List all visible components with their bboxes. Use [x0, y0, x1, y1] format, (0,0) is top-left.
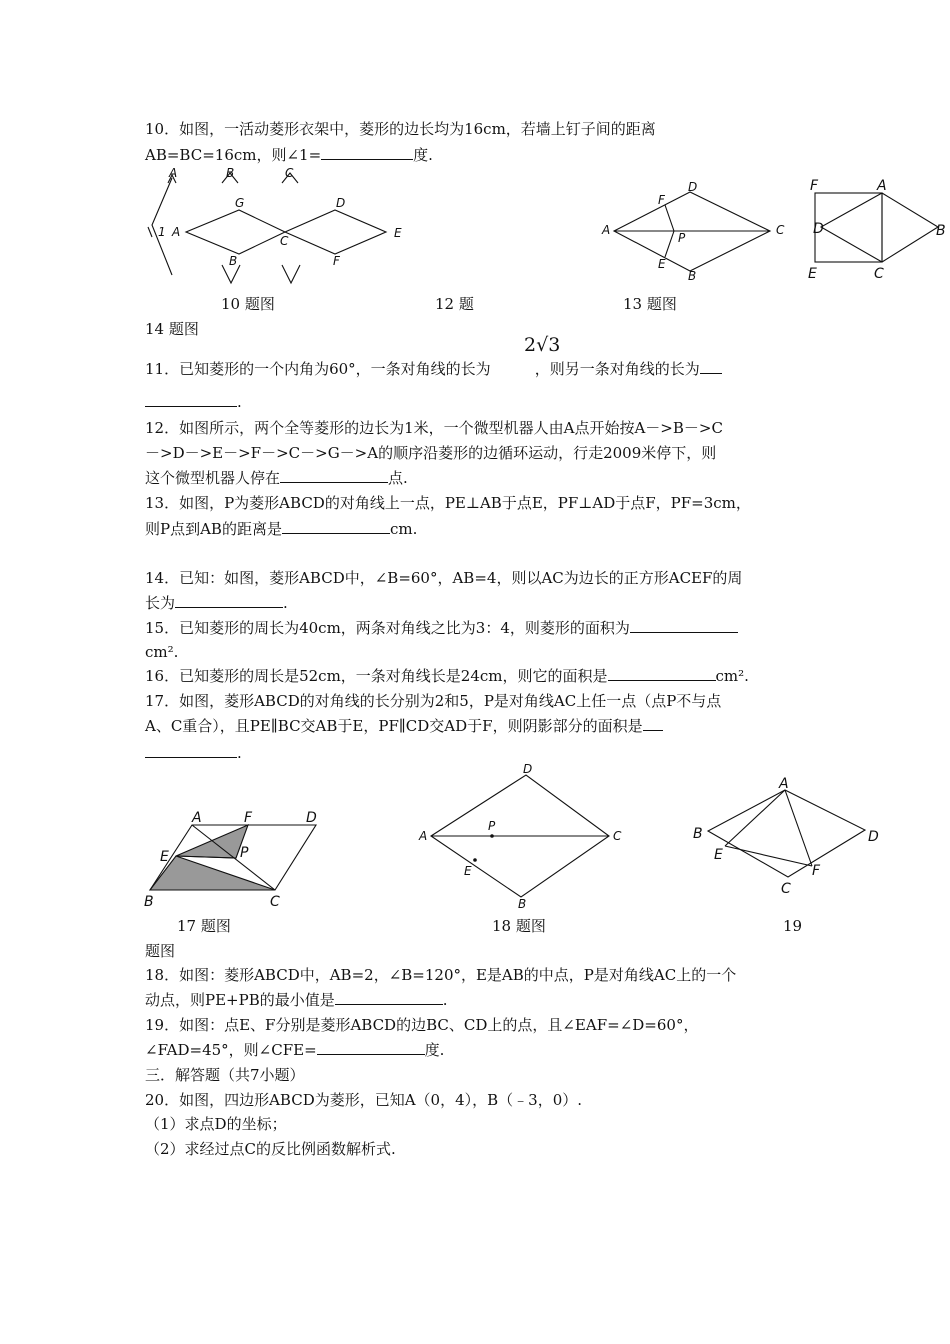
q12-text-b: 点.: [388, 469, 408, 487]
caption-fig13: 13 题图: [623, 295, 677, 313]
q12-line2: －>D－>E－>F－>C－>G－>A的顺序沿菱形的边循环运动，行走2009米停下，则: [145, 444, 717, 462]
fig13-label-d: D: [813, 221, 824, 237]
q16-text-b: cm².: [715, 667, 749, 685]
figure-10: [140, 165, 420, 295]
fig12-label-a: A: [602, 223, 611, 237]
q15-line2: cm².: [145, 643, 179, 661]
q10-line2: [145, 145, 433, 165]
caption-fig19-suffix: 题图: [145, 942, 176, 960]
q20-part2: （2）求经过点C的反比例函数解析式.: [145, 1140, 396, 1158]
fig19-label-d: D: [868, 829, 879, 845]
q14-text-a: 长为: [145, 594, 176, 612]
q14-line1: 14．已知：如图，菱形ABCD中，∠B=60°，AB=4，则以AC为边长的正方形ACEF的周: [145, 569, 743, 587]
fig10-label-a: A: [172, 225, 181, 239]
q19-text-a: ∠FAD=45°，则∠CFE=: [145, 1041, 317, 1059]
figure-19: [690, 775, 890, 895]
q19-line2: [145, 1040, 444, 1060]
fig19-label-e: E: [714, 847, 723, 863]
q11-line1: [145, 359, 722, 379]
fig10-label-c-top: C: [285, 166, 294, 180]
fig10-label-angle-1: 1: [158, 225, 166, 239]
q19-answer-blank[interactable]: [317, 1040, 425, 1055]
q18-line1: 18．如图：菱形ABCD中，AB=2，∠B=120°，E是AB的中点，P是对角线AC上的一个: [145, 966, 737, 984]
fig13-label-a: A: [877, 178, 887, 194]
q18-line2: [145, 990, 448, 1010]
fig17-label-a: A: [192, 810, 202, 826]
q17-text: A、C重合），且PE∥BC交AB于E，PF∥CD交AD于F，则阴影部分的面积是: [145, 717, 643, 735]
fig17-label-c: C: [270, 894, 280, 910]
q14-text-b: .: [283, 594, 288, 612]
fig13-label-c: C: [874, 266, 884, 282]
q17-line3: [145, 743, 242, 763]
figure-12: [598, 180, 798, 290]
fig18-label-e: E: [464, 864, 472, 878]
fig18-label-a: A: [419, 829, 428, 843]
q11-line2: [145, 392, 242, 412]
figure-17: [140, 808, 330, 908]
q17-end: .: [237, 744, 242, 762]
fig10-label-e: E: [394, 226, 402, 240]
fig13-label-e: E: [808, 266, 817, 282]
q14-answer-blank[interactable]: [175, 593, 283, 608]
fig12-label-e: E: [658, 257, 666, 271]
q18-text-b: .: [442, 991, 448, 1009]
section-3-heading: 三．解答题（共7小题）: [145, 1066, 305, 1084]
fig12-label-b: B: [688, 269, 697, 283]
fig10-label-c: C: [280, 234, 289, 248]
q17-answer-blank-b[interactable]: [145, 743, 237, 758]
q11-text-b: ，则另一条对角线的长为: [534, 360, 700, 378]
q16-line: [145, 666, 749, 686]
fig19-label-a: A: [779, 776, 789, 792]
fig18-label-p: P: [488, 819, 496, 833]
q15-answer-blank[interactable]: [630, 618, 738, 633]
q16-answer-blank[interactable]: [608, 666, 716, 681]
q10-text-b: 度.: [413, 146, 433, 164]
fig19-label-f: F: [812, 863, 821, 879]
q17-answer-blank-a[interactable]: [643, 716, 663, 731]
fig10-label-a-top: A: [169, 166, 178, 180]
q10-text-a: AB=BC=16cm，则∠1=: [145, 146, 322, 164]
q15-text: 15．已知菱形的周长为40cm，两条对角线之比为3：4，则菱形的面积为: [145, 619, 630, 637]
q14-line2: [145, 593, 288, 613]
fig10-label-d: D: [336, 196, 346, 210]
q11-sqrt-expression: 2√3: [524, 334, 561, 356]
fig10-label-g: G: [235, 196, 245, 210]
fig10-label-f: F: [333, 254, 340, 268]
fig18-label-b: B: [518, 897, 527, 911]
q13-line1: 13．如图，P为菱形ABCD的对角线上一点，PE⊥AB于点E，PF⊥AD于点F，PF=3cm，: [145, 494, 751, 512]
q10-line1: 10．如图，一活动菱形衣架中，菱形的边长均为16cm，若墙上钉子间的距离: [145, 120, 656, 138]
q20-line1: 20．如图，四边形ABCD为菱形，已知A（0，4），B（﹣3，0）.: [145, 1091, 583, 1109]
q16-text-a: 16．已知菱形的周长是52cm，一条对角线长是24cm，则它的面积是: [145, 667, 608, 685]
figure-13: [805, 178, 945, 283]
fig13-label-f: F: [810, 178, 819, 194]
q18-text-a: 动点，则PE+PB的最小值是: [145, 991, 335, 1009]
q11-answer-blank-b[interactable]: [145, 392, 237, 407]
fig18-label-c: C: [613, 829, 622, 843]
q12-line3: [145, 468, 408, 488]
fig12-label-d: D: [688, 180, 698, 194]
q18-answer-blank[interactable]: [335, 990, 443, 1005]
fig17-label-d: D: [306, 810, 317, 826]
fig17-label-f: F: [244, 810, 253, 826]
q19-line1: 19．如图：点E、F分别是菱形ABCD的边BC、CD上的点，且∠EAF=∠D=60°，: [145, 1016, 699, 1034]
caption-fig17: 17 题图: [177, 917, 231, 935]
q12-line1: 12．如图所示，两个全等菱形的边长为1米，一个微型机器人由A点开始按A－>B－>C: [145, 419, 723, 437]
fig12-label-c: C: [776, 223, 785, 237]
q11-text-a: 11．已知菱形的一个内角为60°，一条对角线的长为: [145, 360, 491, 378]
q12-answer-blank[interactable]: [280, 468, 388, 483]
figure-18: [415, 762, 635, 911]
q19-text-b: 度.: [424, 1041, 445, 1059]
q13-line2: [145, 519, 417, 539]
q17-line2: [145, 716, 663, 736]
q13-answer-blank[interactable]: [282, 519, 390, 534]
q10-answer-blank[interactable]: [321, 145, 413, 160]
fig12-label-p: P: [678, 231, 686, 245]
caption-fig19-number: 19: [783, 917, 803, 935]
fig17-label-e: E: [160, 849, 169, 865]
fig19-label-c: C: [781, 881, 791, 897]
q11-end: .: [237, 393, 242, 411]
fig17-label-p: P: [240, 845, 249, 861]
q13-text-b: cm.: [389, 520, 418, 538]
caption-fig12: 12 题: [435, 295, 474, 313]
q13-text-a: 则P点到AB的距离是: [145, 520, 282, 538]
fig12-label-f: F: [658, 193, 665, 207]
caption-fig10: 10 题图: [221, 295, 275, 313]
q17-line1: 17．如图，菱形ABCD的对角线的长分别为2和5，P是对角线AC上任一点（点P不与点: [145, 692, 722, 710]
fig10-label-b-top: B: [226, 166, 235, 180]
q11-answer-blank-a[interactable]: [700, 359, 722, 374]
fig10-label-b: B: [229, 254, 238, 268]
fig13-label-b: B: [936, 223, 946, 239]
q20-part1: （1）求点D的坐标；: [145, 1115, 287, 1133]
fig19-label-b: B: [693, 826, 703, 842]
caption-fig18: 18 题图: [492, 917, 546, 935]
fig17-label-b: B: [144, 894, 154, 910]
fig18-label-d: D: [523, 762, 533, 776]
q15-line1: [145, 618, 738, 638]
q12-text-a: 这个微型机器人停在: [145, 469, 281, 487]
caption-fig14: 14 题图: [145, 320, 199, 338]
